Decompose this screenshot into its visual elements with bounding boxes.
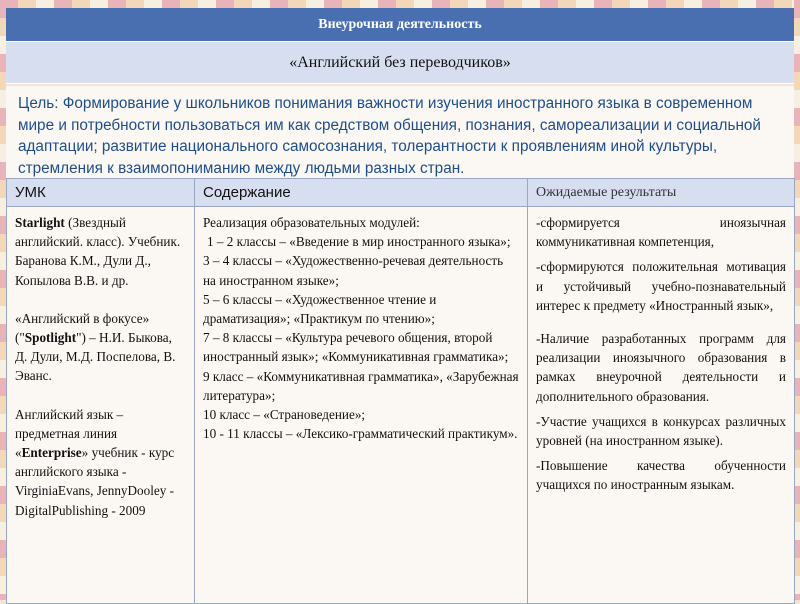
umk-spotlight-open: «Английский в фокусе» ("	[15, 310, 150, 346]
umk-enterprise-name: Enterprise	[21, 445, 82, 461]
result-item: -сформируется иноязычная коммуникативная компетенция,	[536, 215, 786, 250]
content-line: 10 - 11 классы – «Лексико-грамматический практикум».	[203, 426, 518, 442]
header-content: Содержание	[195, 179, 528, 207]
result-item: -Повышение качества обученности учащихся по иностранным языкам.	[536, 458, 786, 493]
content-line: 1 – 2 классы – «Введение в мир иностранного языка»;	[207, 234, 511, 250]
goal-text: Цель: Формирование у школьников понимания важности изучения иностранного языка в современном мире и потребности пользоваться им как средством общения, познания, самореализации и социальной адаптации; развитие национального самосознания, толерантности к проявлениям иной культуры, стремления к взаимопониманию между людьми разных стран.	[6, 86, 794, 178]
table-header-row	[7, 179, 795, 207]
umk-starlight-name: Starlight	[15, 215, 65, 230]
umk-spotlight-name: Spotlight	[24, 330, 77, 346]
header-results: Ожидаемые результаты	[528, 179, 795, 207]
umk-cell	[7, 207, 195, 604]
umk-spotlight	[15, 309, 186, 386]
content-line: 9 класс – «Коммуникативная грамматика», «Зарубежная литература»;	[203, 368, 519, 403]
umk-starlight-desc: (Звездный английский. класс). Учебник. Баранова К.М., Дули Д., Копылова В.В. и др.	[15, 215, 181, 288]
result-item: -Наличие разработанных программ для реализации иноязычного образования в рамках внеурочной деятельности и дополнительного образования.	[536, 331, 786, 404]
header-umk: УМК	[7, 179, 195, 207]
content-cell	[195, 207, 528, 604]
content-line: 3 – 4 классы – «Художественно-речевая деятельность на иностранном языке»;	[203, 253, 504, 288]
result-item: -сформируются положительная мотивация и устойчивый учебно-познавательный интерес к предмету «Иностранный язык»,	[536, 259, 786, 313]
umk-spotlight-desc: ") – Н.И. Быкова, Д. Дули, М.Д. Поспелова, В. Эванс.	[15, 330, 176, 384]
content-line: 10 класс – «Страноведение»;	[203, 407, 366, 423]
results-cell	[528, 207, 795, 604]
table-subtitle: «Английский без переводчиков»	[6, 42, 794, 84]
result-item: -Участие учащихся в конкурсах различных уровней (на иностранном языке).	[536, 413, 786, 449]
table-body-row	[7, 207, 795, 604]
content-line: 7 – 8 классы – «Культура речевого общения, второй иностранный язык»; «Коммуникативная грамматика»;	[203, 330, 509, 365]
umk-starlight	[15, 213, 186, 290]
decorative-border-top	[0, 0, 800, 8]
umk-enterprise-open: Английский язык – предметная линия «	[15, 406, 124, 461]
content-line: Реализация образовательных модулей:	[203, 215, 420, 230]
umk-enterprise-desc: » учебник - курс английского языка - VirginiaEvans, JennyDooley - DigitalPublishing - 2009	[15, 445, 175, 518]
content-line: 5 – 6 классы – «Художественное чтение и драматизация»; «Практикум по чтению»;	[203, 291, 437, 327]
program-table	[6, 178, 795, 604]
umk-enterprise	[15, 405, 186, 520]
table-title: Внеурочная деятельность	[6, 8, 794, 42]
